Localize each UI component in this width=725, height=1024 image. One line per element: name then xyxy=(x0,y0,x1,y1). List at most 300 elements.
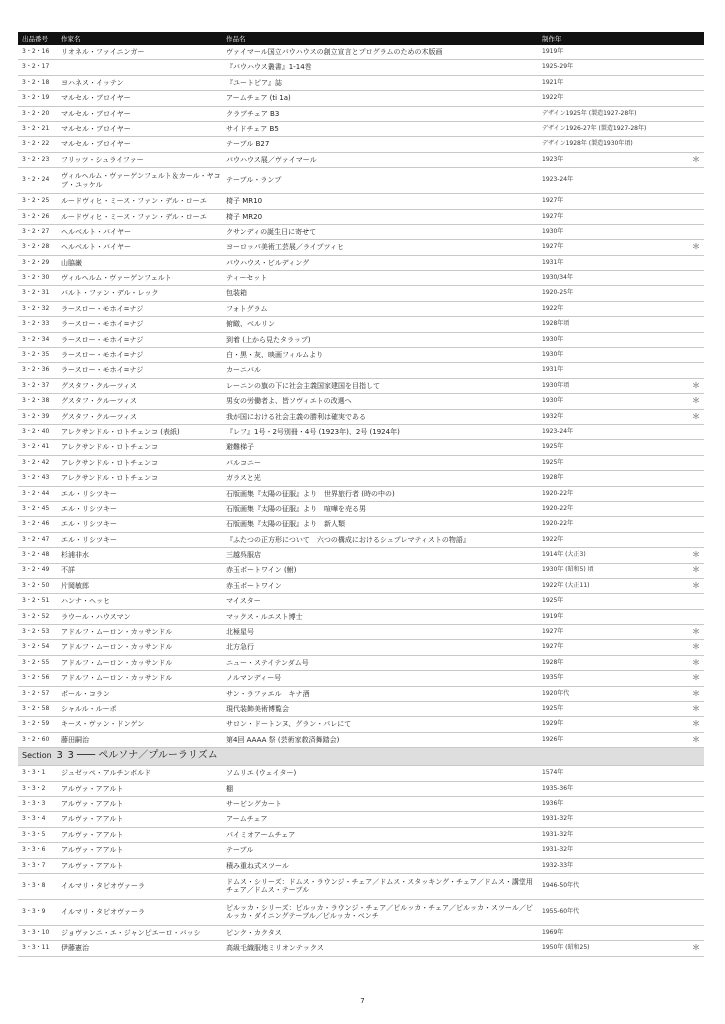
table-row xyxy=(18,781,704,796)
catalog-page xyxy=(18,32,704,957)
cell-no: 3・2・39 xyxy=(18,409,57,424)
cell-mark xyxy=(680,75,704,90)
cell-title: ガラスと光 xyxy=(222,471,538,486)
cell-mark xyxy=(680,301,704,316)
table-row xyxy=(18,209,704,224)
cell-year: 1925年 xyxy=(538,594,680,609)
cell-artist xyxy=(57,60,222,75)
cell-title: 赤玉ポートワイン (鮒) xyxy=(222,563,538,578)
cell-year: デザイン1925年 (製造1927-28年) xyxy=(538,106,680,121)
cell-mark xyxy=(680,121,704,136)
cell-mark xyxy=(680,194,704,209)
cell-title: 椅子 MR10 xyxy=(222,194,538,209)
cell-title: アームチェア xyxy=(222,812,538,827)
cell-mark xyxy=(680,594,704,609)
cell-artist: マルセル・ブロイヤー xyxy=(57,121,222,136)
cell-title: サン・ラファエル キナ酒 xyxy=(222,686,538,701)
cell-artist: ラースロー・モホイ=ナジ xyxy=(57,348,222,363)
cell-year: 1923年 xyxy=(538,152,680,167)
table-row xyxy=(18,899,704,925)
cell-title: ティーセット xyxy=(222,271,538,286)
cell-mark: ＊ xyxy=(680,655,704,670)
table-row xyxy=(18,378,704,393)
cell-title: ヨーロッパ美術工芸展／ライプツィヒ xyxy=(222,240,538,255)
cell-year: 1930年頃 xyxy=(538,378,680,393)
section-title: 3 ─── ペルソナ／プルーラリズム xyxy=(67,750,218,762)
cell-no: 3・2・47 xyxy=(18,532,57,547)
table-row xyxy=(18,137,704,152)
cell-year: 1920-22年 xyxy=(538,486,680,501)
cell-year: 1922年 xyxy=(538,91,680,106)
cell-title: 赤玉ポートワイン xyxy=(222,578,538,593)
table-row xyxy=(18,843,704,858)
cell-title: 石版画集『太陽の征服』より 世界旅行者 (時の中の) xyxy=(222,486,538,501)
cell-artist: イルマリ・タピオヴァーラ xyxy=(57,899,222,925)
table-row xyxy=(18,925,704,940)
cell-year: 1935年 xyxy=(538,671,680,686)
table-row xyxy=(18,609,704,624)
cell-title: 北方急行 xyxy=(222,640,538,655)
table-row xyxy=(18,766,704,781)
cell-title: ソムリエ (ウェイター) xyxy=(222,766,538,781)
cell-mark xyxy=(680,858,704,873)
cell-mark xyxy=(680,827,704,842)
cell-no: 3・2・33 xyxy=(18,317,57,332)
table-row xyxy=(18,91,704,106)
cell-no: 3・2・54 xyxy=(18,640,57,655)
cell-artist: アドルフ・ムーロン・カッサンドル xyxy=(57,625,222,640)
cell-artist: アルヴァ・アアルト xyxy=(57,827,222,842)
cell-no: 3・2・45 xyxy=(18,501,57,516)
cell-mark xyxy=(680,168,704,194)
cell-mark xyxy=(680,796,704,811)
cell-mark xyxy=(680,224,704,239)
cell-mark xyxy=(680,899,704,925)
section-number: 3 xyxy=(56,750,63,762)
cell-year: 1930年 xyxy=(538,224,680,239)
cell-artist: アレクサンドル・ロトチェンコ xyxy=(57,455,222,470)
cell-year: 1930年 xyxy=(538,348,680,363)
cell-year: 1969年 xyxy=(538,925,680,940)
cell-year: 1928年 xyxy=(538,655,680,670)
cell-no: 3・2・52 xyxy=(18,609,57,624)
table-row xyxy=(18,812,704,827)
cell-no: 3・2・26 xyxy=(18,209,57,224)
cell-title: パイミオアームチェア xyxy=(222,827,538,842)
cell-artist: ポール・コラン xyxy=(57,686,222,701)
table-row xyxy=(18,424,704,439)
table-row xyxy=(18,732,704,747)
table-row xyxy=(18,121,704,136)
cell-artist: エル・リシツキー xyxy=(57,486,222,501)
cell-mark xyxy=(680,925,704,940)
cell-no: 3・2・55 xyxy=(18,655,57,670)
cell-mark: ＊ xyxy=(680,394,704,409)
cell-artist: ヴィルヘルム・ヴァーゲンフェルト xyxy=(57,271,222,286)
cell-artist: キース・ヴァン・ドンゲン xyxy=(57,717,222,732)
cell-no: 3・2・22 xyxy=(18,137,57,152)
cell-no: 3・2・25 xyxy=(18,194,57,209)
cell-year: 1927年 xyxy=(538,625,680,640)
cell-artist: ルードヴィヒ・ミース・ファン・デル・ローエ xyxy=(57,209,222,224)
cell-no: 3・3・9 xyxy=(18,899,57,925)
table-row xyxy=(18,671,704,686)
cell-mark: ＊ xyxy=(680,941,704,956)
header-mark xyxy=(680,32,704,45)
cell-no: 3・3・4 xyxy=(18,812,57,827)
cell-title: ノルマンディー号 xyxy=(222,671,538,686)
cell-title: ピンク・カクタス xyxy=(222,925,538,940)
cell-mark: ＊ xyxy=(680,625,704,640)
cell-mark xyxy=(680,137,704,152)
cell-mark xyxy=(680,209,704,224)
table-row xyxy=(18,363,704,378)
cell-no: 3・3・1 xyxy=(18,766,57,781)
cell-mark xyxy=(680,455,704,470)
table-row xyxy=(18,75,704,90)
cell-year: 1930年 xyxy=(538,394,680,409)
cell-title: クラブチェア B3 xyxy=(222,106,538,121)
cell-title: バルコニー xyxy=(222,455,538,470)
header-title: 作品名 xyxy=(222,32,538,45)
cell-no: 3・2・31 xyxy=(18,286,57,301)
table-row xyxy=(18,152,704,167)
cell-no: 3・2・27 xyxy=(18,224,57,239)
cell-title: ニュー・ステイテンダム号 xyxy=(222,655,538,670)
table-header-row xyxy=(18,32,704,45)
cell-title: バウハウス・ビルディング xyxy=(222,255,538,270)
cell-no: 3・2・46 xyxy=(18,517,57,532)
cell-mark xyxy=(680,781,704,796)
cell-no: 3・2・38 xyxy=(18,394,57,409)
header-no: 出品番号 xyxy=(18,32,57,45)
cell-no: 3・2・28 xyxy=(18,240,57,255)
cell-mark xyxy=(680,424,704,439)
page-number: 7 xyxy=(360,997,365,1005)
table-row xyxy=(18,240,704,255)
cell-artist: 不詳 xyxy=(57,563,222,578)
cell-artist: アルヴァ・アアルト xyxy=(57,843,222,858)
cell-year: 1926年 xyxy=(538,732,680,747)
cell-title: 北極星号 xyxy=(222,625,538,640)
cell-artist: ラースロー・モホイ=ナジ xyxy=(57,301,222,316)
cell-no: 3・2・53 xyxy=(18,625,57,640)
cell-year: 1919年 xyxy=(538,45,680,60)
cell-year: 1927年 xyxy=(538,640,680,655)
table-row xyxy=(18,640,704,655)
cell-mark: ＊ xyxy=(680,640,704,655)
cell-no: 3・2・56 xyxy=(18,671,57,686)
cell-title: 椅子 MR20 xyxy=(222,209,538,224)
cell-year: 1931-32年 xyxy=(538,812,680,827)
cell-artist: ルードヴィヒ・ミース・ファン・デル・ローエ xyxy=(57,194,222,209)
cell-year: 1931年 xyxy=(538,255,680,270)
cell-mark xyxy=(680,873,704,899)
cell-year: デザイン1926-27年 (製造1927-28年) xyxy=(538,121,680,136)
cell-title: 『ユートピア』誌 xyxy=(222,75,538,90)
cell-artist: ヘルベルト・バイヤー xyxy=(57,224,222,239)
cell-title: 第4回 AAAA 祭 (芸術家救済舞踏会) xyxy=(222,732,538,747)
table-row xyxy=(18,394,704,409)
cell-no: 3・2・18 xyxy=(18,75,57,90)
cell-year: 1927年 xyxy=(538,240,680,255)
cell-artist: 伊藤憲治 xyxy=(57,941,222,956)
cell-no: 3・3・6 xyxy=(18,843,57,858)
table-row xyxy=(18,517,704,532)
cell-artist: ラースロー・モホイ=ナジ xyxy=(57,317,222,332)
cell-no: 3・2・37 xyxy=(18,378,57,393)
table-row xyxy=(18,45,704,60)
table-row xyxy=(18,301,704,316)
cell-title: ピルッカ・シリーズ：ピルッカ・ラウンジ・チェア／ピルッカ・チェア／ピルッカ・スツール／ピルッカ・ダイニングテーブル／ピルッカ・ベンチ xyxy=(222,899,538,925)
cell-no: 3・2・41 xyxy=(18,440,57,455)
cell-artist: ハンナ・ヘッヒ xyxy=(57,594,222,609)
table-row xyxy=(18,501,704,516)
cell-no: 3・2・36 xyxy=(18,363,57,378)
cell-mark xyxy=(680,60,704,75)
cell-mark xyxy=(680,45,704,60)
cell-artist: アドルフ・ムーロン・カッサンドル xyxy=(57,640,222,655)
cell-mark xyxy=(680,609,704,624)
catalog-table xyxy=(18,32,704,957)
cell-year: 1922年 (大正11) xyxy=(538,578,680,593)
cell-no: 3・3・3 xyxy=(18,796,57,811)
cell-year: 1930年 xyxy=(538,332,680,347)
cell-artist: リオネル・ファイニンガー xyxy=(57,45,222,60)
cell-no: 3・2・35 xyxy=(18,348,57,363)
table-row xyxy=(18,578,704,593)
cell-artist: マルセル・ブロイヤー xyxy=(57,91,222,106)
cell-no: 3・2・17 xyxy=(18,60,57,75)
cell-year: 1928年 xyxy=(538,471,680,486)
cell-no: 3・2・60 xyxy=(18,732,57,747)
cell-title: 石版画集『太陽の征服』より 新人類 xyxy=(222,517,538,532)
cell-mark xyxy=(680,501,704,516)
cell-title: サイドチェア B5 xyxy=(222,121,538,136)
table-row xyxy=(18,625,704,640)
cell-year: 1919年 xyxy=(538,609,680,624)
cell-year: 1932年 xyxy=(538,409,680,424)
cell-year: 1574年 xyxy=(538,766,680,781)
cell-title: 現代装飾美術博覧会 xyxy=(222,702,538,717)
cell-artist: イルマリ・タピオヴァーラ xyxy=(57,873,222,899)
cell-mark xyxy=(680,486,704,501)
cell-mark: ＊ xyxy=(680,409,704,424)
header-year: 制作年 xyxy=(538,32,680,45)
cell-title: 『バウハウス叢書』1-14巻 xyxy=(222,60,538,75)
section-row xyxy=(18,748,704,766)
table-row xyxy=(18,858,704,873)
cell-title: 我が国における社会主義の勝利は確実である xyxy=(222,409,538,424)
cell-year: 1931年 xyxy=(538,363,680,378)
cell-mark xyxy=(680,348,704,363)
table-row xyxy=(18,563,704,578)
cell-title: 到着 (上から見たタラップ) xyxy=(222,332,538,347)
table-row xyxy=(18,332,704,347)
cell-title: サービングカート xyxy=(222,796,538,811)
table-row xyxy=(18,60,704,75)
cell-mark xyxy=(680,517,704,532)
cell-title: 高級毛織服地ミリオンテックス xyxy=(222,941,538,956)
cell-artist: アレクサンドル・ロトチェンコ xyxy=(57,471,222,486)
cell-title: テーブル・ランプ xyxy=(222,168,538,194)
cell-title: 三越呉服店 xyxy=(222,548,538,563)
cell-no: 3・2・48 xyxy=(18,548,57,563)
table-row xyxy=(18,286,704,301)
cell-year: 1931-32年 xyxy=(538,843,680,858)
cell-title: 石版画集『太陽の征服』より 喧嘩を売る男 xyxy=(222,501,538,516)
cell-no: 3・2・30 xyxy=(18,271,57,286)
cell-mark xyxy=(680,317,704,332)
cell-mark xyxy=(680,106,704,121)
cell-artist: マルセル・ブロイヤー xyxy=(57,106,222,121)
cell-no: 3・2・20 xyxy=(18,106,57,121)
table-row xyxy=(18,655,704,670)
cell-year: 1921年 xyxy=(538,75,680,90)
cell-title: カーニバル xyxy=(222,363,538,378)
cell-title: 男女の労働者よ、皆ソヴィエトの改選へ xyxy=(222,394,538,409)
cell-year: 1925年 xyxy=(538,455,680,470)
cell-no: 3・2・43 xyxy=(18,471,57,486)
cell-artist: ヨハネス・イッテン xyxy=(57,75,222,90)
cell-no: 3・2・32 xyxy=(18,301,57,316)
cell-no: 3・2・42 xyxy=(18,455,57,470)
cell-artist: 片岡敏郎 xyxy=(57,578,222,593)
cell-mark: ＊ xyxy=(680,378,704,393)
cell-year: 1922年 xyxy=(538,301,680,316)
header-artist: 作家名 xyxy=(57,32,222,45)
cell-title: クサンディの誕生日に寄せて xyxy=(222,224,538,239)
cell-title: ドムス・シリーズ：ドムス・ラウンジ・チェア／ドムス・スタッキング・チェア／ドムス・講堂用チェア／ドムス・テーブル xyxy=(222,873,538,899)
cell-mark xyxy=(680,812,704,827)
cell-artist: アルヴァ・アアルト xyxy=(57,796,222,811)
cell-no: 3・2・23 xyxy=(18,152,57,167)
cell-artist: ラウール・ハウスマン xyxy=(57,609,222,624)
table-row xyxy=(18,224,704,239)
cell-mark xyxy=(680,332,704,347)
cell-year: 1925年 xyxy=(538,702,680,717)
cell-artist: アルヴァ・アアルト xyxy=(57,812,222,827)
cell-no: 3・2・49 xyxy=(18,563,57,578)
cell-title: マイスター xyxy=(222,594,538,609)
cell-title: テーブル B27 xyxy=(222,137,538,152)
cell-mark: ＊ xyxy=(680,732,704,747)
cell-mark: ＊ xyxy=(680,563,704,578)
cell-artist: エル・リシツキー xyxy=(57,501,222,516)
cell-mark: ＊ xyxy=(680,152,704,167)
cell-title: ヴァイマール国立バウハウスの創立宣言とプログラムのための木版画 xyxy=(222,45,538,60)
cell-mark xyxy=(680,271,704,286)
cell-artist: アレクサンドル・ロトチェンコ (表紙) xyxy=(57,424,222,439)
cell-year: デザイン1928年 (製造1930年頃) xyxy=(538,137,680,152)
cell-no: 3・2・58 xyxy=(18,702,57,717)
table-row xyxy=(18,548,704,563)
cell-mark: ＊ xyxy=(680,548,704,563)
cell-no: 3・2・51 xyxy=(18,594,57,609)
cell-no: 3・2・24 xyxy=(18,168,57,194)
cell-year: 1955-60年代 xyxy=(538,899,680,925)
cell-year: 1920年代 xyxy=(538,686,680,701)
cell-year: 1929年 xyxy=(538,717,680,732)
cell-artist: ヴィルヘルム・ヴァーゲンフェルト＆カール・ヤコブ・ユッケル xyxy=(57,168,222,194)
cell-no: 3・2・16 xyxy=(18,45,57,60)
table-row xyxy=(18,796,704,811)
cell-artist: 藤田嗣治 xyxy=(57,732,222,747)
table-row xyxy=(18,168,704,194)
table-row xyxy=(18,702,704,717)
table-row xyxy=(18,941,704,956)
table-row xyxy=(18,686,704,701)
cell-title: レーニンの旗の下に社会主義国家建国を目指して xyxy=(222,378,538,393)
cell-mark xyxy=(680,843,704,858)
cell-title: 避難梯子 xyxy=(222,440,538,455)
cell-mark xyxy=(680,286,704,301)
cell-no: 3・2・57 xyxy=(18,686,57,701)
cell-mark xyxy=(680,255,704,270)
cell-artist: 山脇巌 xyxy=(57,255,222,270)
cell-mark xyxy=(680,532,704,547)
cell-mark: ＊ xyxy=(680,578,704,593)
cell-artist: グスタフ・クルーツィス xyxy=(57,378,222,393)
cell-no: 3・2・59 xyxy=(18,717,57,732)
cell-artist: アルヴァ・アアルト xyxy=(57,781,222,796)
cell-artist: フリッツ・シュライファー xyxy=(57,152,222,167)
cell-title: サロン・ドートンヌ、グラン・パレにて xyxy=(222,717,538,732)
cell-artist: ラースロー・モホイ=ナジ xyxy=(57,332,222,347)
cell-mark: ＊ xyxy=(680,702,704,717)
cell-no: 3・2・34 xyxy=(18,332,57,347)
cell-title: 俯瞰、ベルリン xyxy=(222,317,538,332)
cell-year: 1914年 (大正3) xyxy=(538,548,680,563)
cell-year: 1930/34年 xyxy=(538,271,680,286)
table-row xyxy=(18,317,704,332)
cell-title: テーブル xyxy=(222,843,538,858)
cell-year: 1946-50年代 xyxy=(538,873,680,899)
section-heading xyxy=(18,748,704,766)
cell-title: バウハウス展／ヴァイマール xyxy=(222,152,538,167)
cell-artist: バルト・ファン・デル・レック xyxy=(57,286,222,301)
cell-year: 1923-24年 xyxy=(538,424,680,439)
cell-year: 1925年 xyxy=(538,440,680,455)
cell-no: 3・2・29 xyxy=(18,255,57,270)
cell-year: 1927年 xyxy=(538,209,680,224)
cell-no: 3・2・44 xyxy=(18,486,57,501)
cell-title: フォトグラム xyxy=(222,301,538,316)
cell-year: 1950年 (昭和25) xyxy=(538,941,680,956)
cell-artist: シャルル・ルーポ xyxy=(57,702,222,717)
section-label: Section xyxy=(22,751,52,761)
cell-title: 『レフ』1号・2号別冊・4号 (1923年)、2号 (1924年) xyxy=(222,424,538,439)
cell-no: 3・3・7 xyxy=(18,858,57,873)
cell-title: 積み重ね式スツール xyxy=(222,858,538,873)
table-row xyxy=(18,471,704,486)
cell-year: 1928年頃 xyxy=(538,317,680,332)
cell-no: 3・3・8 xyxy=(18,873,57,899)
table-row xyxy=(18,486,704,501)
cell-year: 1931-32年 xyxy=(538,827,680,842)
cell-artist: ヘルベルト・バイヤー xyxy=(57,240,222,255)
cell-artist: 杉浦非水 xyxy=(57,548,222,563)
table-row xyxy=(18,717,704,732)
cell-mark xyxy=(680,363,704,378)
cell-mark xyxy=(680,91,704,106)
cell-title: 棚 xyxy=(222,781,538,796)
table-row xyxy=(18,348,704,363)
cell-artist: アルヴァ・アアルト xyxy=(57,858,222,873)
cell-no: 3・3・5 xyxy=(18,827,57,842)
cell-year: 1932-33年 xyxy=(538,858,680,873)
table-row xyxy=(18,440,704,455)
